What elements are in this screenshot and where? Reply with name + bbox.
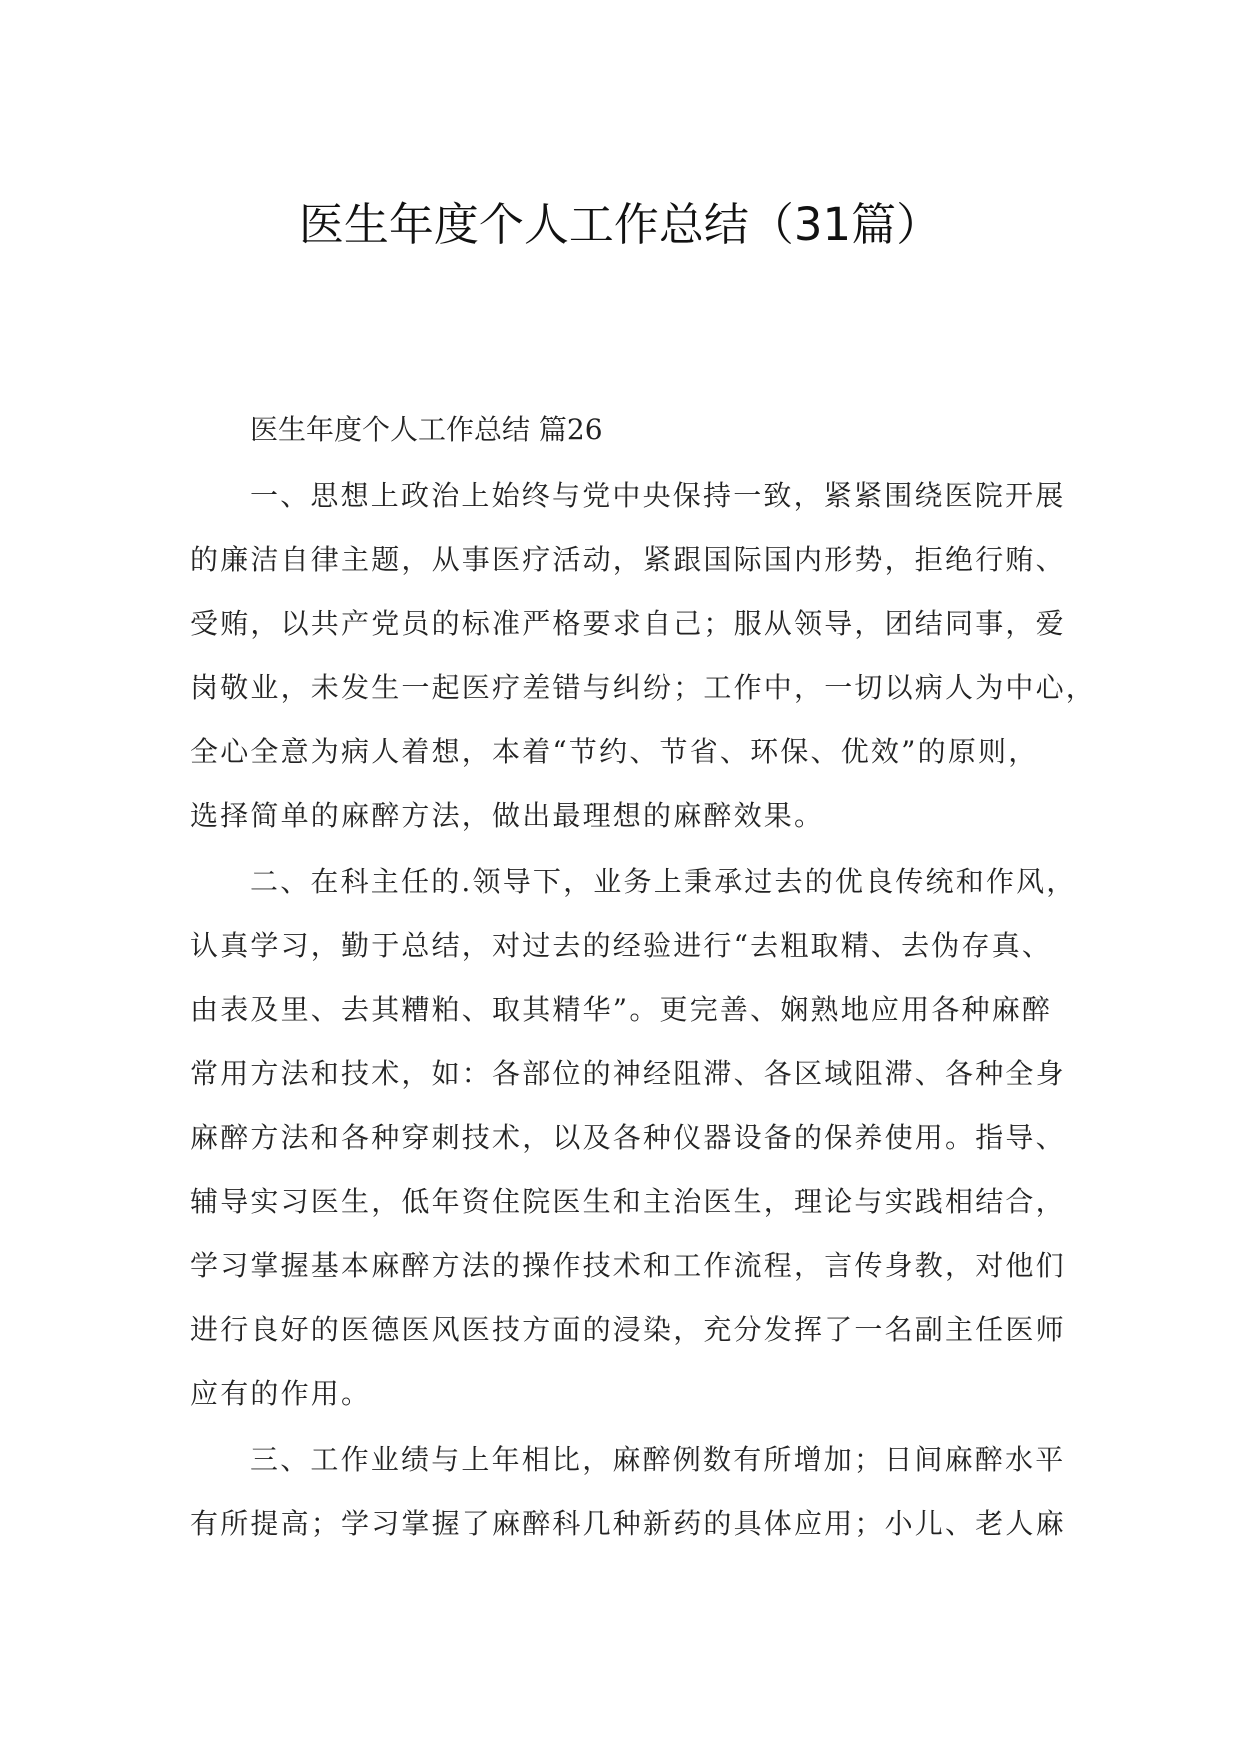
paragraph-line: 有所提高；学习掌握了麻醉科几种新药的具体应用；小儿、老人麻 (190, 1507, 1066, 1540)
paragraph-line: 选择简单的麻醉方法，做出最理想的麻醉效果。 (190, 799, 825, 832)
paragraph-line: 三、工作业绩与上年相比，麻醉例数有所增加；日间麻醉水平 (250, 1443, 1066, 1476)
paragraph-line: 受贿，以共产党员的标准严格要求自己；服从领导，团结同事，爱 (190, 607, 1066, 640)
paragraph-line: 学习掌握基本麻醉方法的操作技术和工作流程，言传身教，对他们 (190, 1249, 1066, 1282)
paragraph-line: 应有的作用。 (190, 1377, 372, 1410)
paragraph-line: 的廉洁自律主题，从事医疗活动，紧跟国际国内形势，拒绝行贿、 (190, 543, 1066, 576)
paragraph-line: 岗敬业，未发生一起医疗差错与纠纷；工作中，一切以病人为中心， (190, 671, 1097, 704)
paragraph-line: 一、思想上政治上始终与党中央保持一致，紧紧围绕医院开展 (250, 479, 1066, 512)
paragraph-line: 二、在科主任的.领导下，业务上秉承过去的优良传统和作风， (250, 865, 1077, 898)
paragraph-line: 全心全意为病人着想，本着“节约、节省、环保、优效”的原则， (190, 735, 1039, 768)
paragraph-line: 麻醉方法和各种穿刺技术，以及各种仪器设备的保养使用。指导、 (190, 1121, 1066, 1154)
paragraph-line: 认真学习，勤于总结，对过去的经验进行“去粗取精、去伪存真、 (190, 929, 1053, 962)
section-heading: 医生年度个人工作总结 篇26 (250, 413, 603, 446)
paragraph-line: 辅导实习医生，低年资住院医生和主治医生，理论与实践相结合， (190, 1185, 1066, 1218)
paragraph-line: 常用方法和技术，如：各部位的神经阻滞、各区域阻滞、各种全身 (190, 1057, 1066, 1090)
document-title: 医生年度个人工作总结（31篇） (298, 198, 942, 251)
paragraph-line: 由表及里、去其糟粕、取其精华”。更完善、娴熟地应用各种麻醉 (190, 993, 1053, 1026)
paragraph-line: 进行良好的医德医风医技方面的浸染，充分发挥了一名副主任医师 (190, 1313, 1066, 1346)
